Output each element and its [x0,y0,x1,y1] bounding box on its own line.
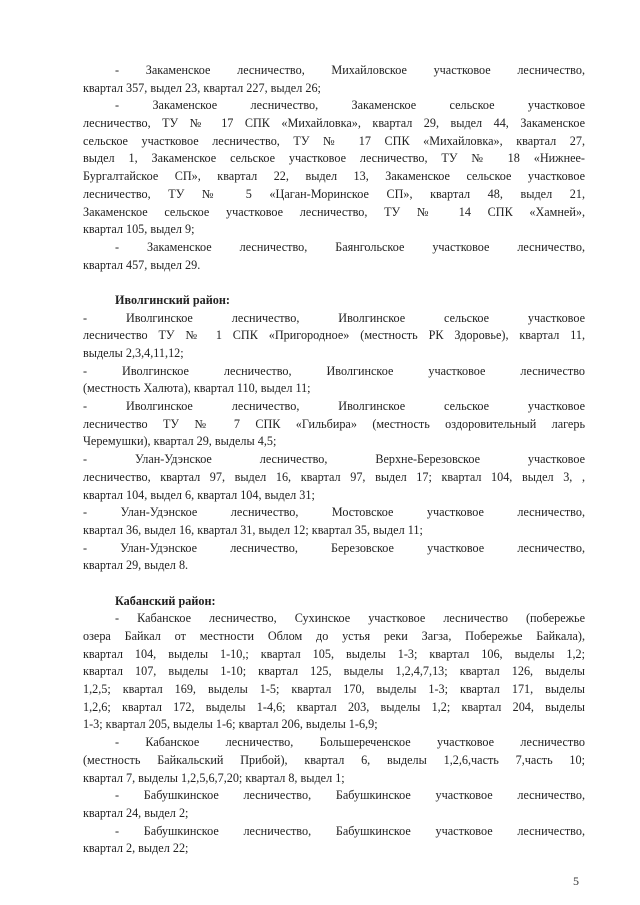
section-spacer [83,274,585,292]
paragraph-line: лесничество, ТУ № 17 СПК «Михайловка», квартал 29, выдел 44, Закаменское [83,116,585,131]
document-body [83,62,585,858]
paragraph-line: 1-3; квартал 205, выделы 1-6; квартал 206, выделы 1-6,9; [83,717,378,732]
paragraph-line: выделы 2,3,4,11,12; [83,346,184,360]
paragraph-line: квартал 2, выдел 22; [83,841,189,856]
paragraph-line: лесничество, квартал 97, выдел 16, квартал 97, выдел 17; квартал 104, выдел 3, , [83,469,585,484]
paragraph-line: Закаменское сельское участковое лесничество, ТУ № 14 СПК «Хамней», [83,204,585,219]
section-kabansky [83,593,585,858]
paragraph-line: сельское участковое лесничество, ТУ № 17 СПК «Михайловка», квартал 27, [83,133,585,148]
paragraph-line: - Закаменское лесничество, Закаменское сельское участковое [115,98,585,113]
paragraph-line: - Иволгинское лесничество, Иволгинское сельское участковое [83,399,585,414]
paragraph-line: квартал 24, выдел 2; [83,805,189,820]
paragraph-line: квартал 105, выдел 9; [83,222,195,237]
section-heading: Кабанский район: [115,593,216,608]
paragraph-line: озера Байкал от местности Облом до устья реки Загза, Побережье Байкала), [83,629,585,643]
section-heading: Иволгинский район: [115,292,230,307]
paragraph-line: 1,2,6; квартал 172, выделы 1-4,6; квартал 203, выделы 1,2; квартал 204, выделы [83,699,585,714]
paragraph-line: (местность Халюта), квартал 110, выдел 11; [83,381,311,396]
paragraph-line: квартал 104, выделы 1-10,; квартал 105, выделы 1-3; квартал 106, выделы 1,2; [83,646,585,661]
paragraph-line: - Улан-Удэнское лесничество, Березовское участковое лесничество, [83,540,585,555]
section-ivolginsky [83,292,585,575]
paragraph-line: квартал 7, выделы 1,2,5,6,7,20; квартал 8, выдел 1; [83,770,345,785]
paragraph-line: Бургалтайское СП», квартал 22, выдел 13, Закаменское сельское участковое [83,169,585,184]
paragraph-line: выдел 1, Закаменское сельское участковое лесничество, ТУ № 18 «Нижнее- [83,151,585,166]
paragraph-line: - Закаменское лесничество, Баянгольское участковое лесничество, [115,239,585,254]
paragraph-line: - Иволгинское лесничество, Иволгинское участковое лесничество [83,363,585,378]
paragraph-line: (местность Байкальский Прибой), квартал 6, выделы 1,2,6,часть 7,часть 10; [83,752,585,767]
paragraph-line: лесничество ТУ № 1 СПК «Пригородное» (местность РК Здоровье), квартал 11, [83,328,585,343]
paragraph-line: - Бабушкинское лесничество, Бабушкинское участковое лесничество, [115,823,585,838]
paragraph-line: - Бабушкинское лесничество, Бабушкинское участковое лесничество, [115,788,585,803]
section-spacer [83,575,585,593]
paragraph-line: квартал 104, выдел 6, квартал 104, выдел 31; [83,487,315,502]
paragraph-line: - Улан-Удэнское лесничество, Мостовское участковое лесничество, [83,505,585,520]
paragraph-line: - Иволгинское лесничество, Иволгинское сельское участковое [83,310,585,325]
paragraph-line: квартал 457, выдел 29. [83,257,201,272]
paragraph-line: - Кабанское лесничество, Большереченское участковое лесничество [115,735,585,750]
page-number: 5 [573,874,579,888]
paragraph-line: Черемушки), квартал 29, выделы 4,5; [83,434,277,449]
paragraph-line: лесничество, ТУ № 5 «Цаган-Моринское СП», квартал 48, выдел 21, [83,186,585,201]
paragraph-line: квартал 36, выдел 16, квартал 31, выдел 12; квартал 35, выдел 11; [83,522,423,537]
paragraph-line: квартал 29, выдел 8. [83,558,189,573]
paragraph-line: 1,2,5; квартал 169, выделы 1-5; квартал 170, выделы 1-3; квартал 171, выделы [83,682,585,697]
paragraph-line: лесничество ТУ № 7 СПК «Гильбира» (местность оздоровительный лагерь [83,416,585,431]
paragraph-line: - Кабанское лесничество, Сухинское участковое лесничество (побережье [115,611,585,626]
paragraph-line: квартал 357, выдел 23, квартал 227, выдел 26; [83,80,321,95]
paragraph-line: - Закаменское лесничество, Михайловское участковое лесничество, [115,63,585,77]
paragraph-line: - Улан-Удэнское лесничество, Верхне-Березовское участковое [83,452,585,467]
section-zakamensky [83,62,585,274]
paragraph-line: квартал 107, выделы 1-10; квартал 125, выделы 1,2,4,7,13; квартал 126, выделы [83,664,585,679]
